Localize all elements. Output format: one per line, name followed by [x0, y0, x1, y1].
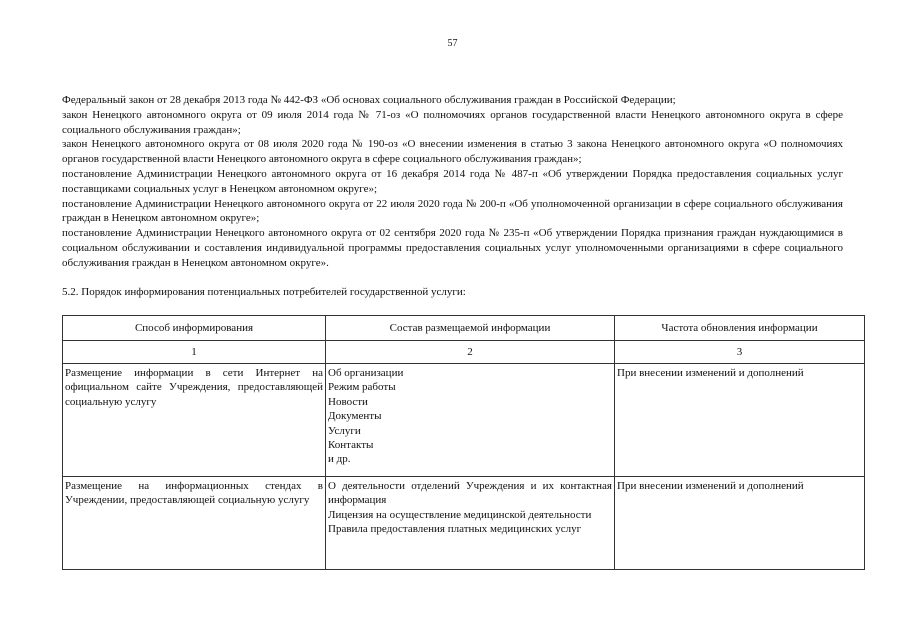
frequency-cell: При внесении изменений и дополнений: [615, 477, 865, 570]
table-header-row: [63, 316, 865, 341]
content-cell: [326, 364, 615, 477]
content-item: Контакты: [328, 439, 374, 452]
legal-acts-list: [62, 93, 843, 271]
content-item: Режим работы: [328, 381, 396, 394]
method-cell: Размещение на информационных стендах в Учреждении, предоставляющей социальную услугу: [63, 477, 326, 570]
method-cell: Размещение информации в сети Интернет на официальном сайте Учреждения, предоставляющей социальную услугу: [63, 364, 326, 477]
legal-act-item: постановление Администрации Ненецкого автономного округа от 02 сентября 2020 года № 235-п «Об утверждении Порядка признания граждан нуждающимися в социальном обслуживании и составления индивидуальной программы предоставления социальных услуг уполномоченными организациями в сфере социального обслуживания граждан в Ненецком автономном округе».: [62, 227, 843, 269]
information-table: [62, 315, 865, 570]
column-number-cell: 2: [326, 341, 615, 364]
content-item: Документы: [328, 410, 382, 423]
content-item: Новости: [328, 395, 368, 408]
table-header-cell: Частота обновления информации: [615, 316, 865, 341]
content-item: Услуги: [328, 424, 361, 437]
table-row: [63, 364, 865, 477]
content-cell: [326, 477, 615, 570]
legal-act-item: постановление Администрации Ненецкого автономного округа от 22 июля 2020 года № 200-п «Об уполномоченной организации в сфере социального обслуживания граждан в Ненецком автономном округе»;: [62, 197, 843, 225]
table-row: [63, 477, 865, 570]
content-item: Правила предоставления платных медицинских услуг: [328, 523, 582, 536]
table-header-cell: Способ информирования: [63, 316, 326, 341]
legal-act-item: закон Ненецкого автономного округа от 09 июля 2014 года № 71-оз «О полномочиях органов государственной власти Ненецкого автономного округа в сфере социального обслуживания граждан»;: [62, 108, 843, 136]
column-number-cell: 3: [615, 341, 865, 364]
page-number: 57: [447, 38, 458, 49]
section-heading: 5.2. Порядок информирования потенциальных потребителей государственной услуги:: [62, 286, 466, 298]
content-item: О деятельности отделений Учреждения и их контактная информация: [328, 480, 612, 507]
legal-act-item: постановление Администрации Ненецкого автономного округа от 16 декабря 2014 года № 487-п «Об утверждении Порядка предоставления социальных услуг поставщиками социальных услуг в Ненецком автономном округе»;: [62, 167, 843, 195]
legal-act-item: Федеральный закон от 28 декабря 2013 года № 442-ФЗ «Об основах социального обслуживания граждан в Российской Федерации;: [62, 94, 676, 106]
content-item: Об организации: [328, 367, 404, 379]
column-number-row: [63, 341, 865, 364]
table-header-cell: Состав размещаемой информации: [326, 316, 615, 341]
frequency-cell: При внесении изменений и дополнений: [615, 364, 865, 477]
content-item: Лицензия на осуществление медицинской деятельности: [328, 508, 592, 521]
content-item: и др.: [328, 453, 351, 466]
legal-act-item: закон Ненецкого автономного округа от 08 июля 2020 года № 190-оз «О внесении изменения в статью 3 закона Ненецкого автономного округа «О полномочиях органов государственной власти Ненецкого автономного округа в сфере социального обслуживания граждан»;: [62, 138, 843, 166]
column-number-cell: 1: [63, 341, 326, 364]
